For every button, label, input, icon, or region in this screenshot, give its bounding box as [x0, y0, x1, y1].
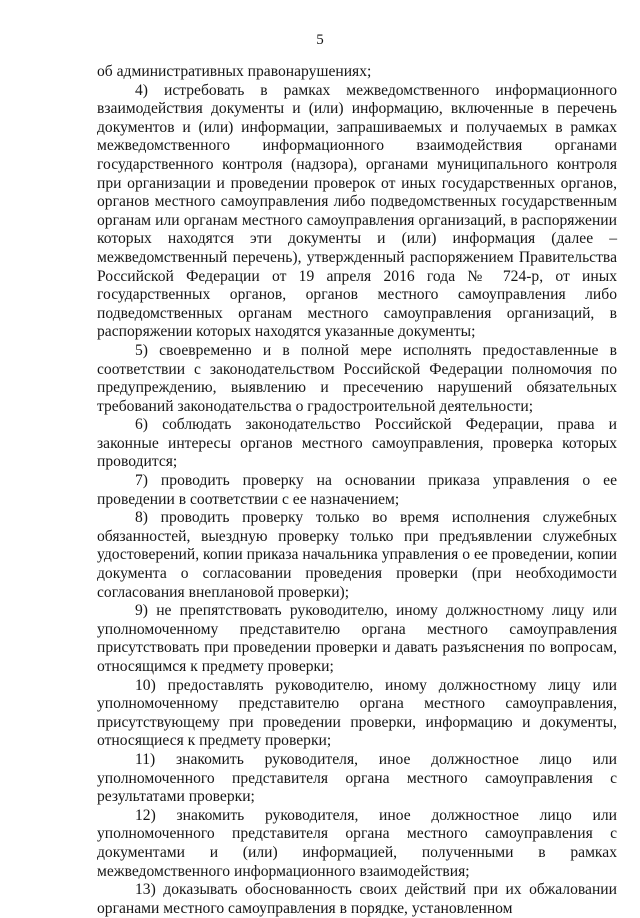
paragraph-item-12: 12) знакомить руководителя, иное должностное лицо или уполномоченного представителя органа местного самоуправления с документами и (или) информацией, полученными в рамках межведомственного информационного взаимодействия; [97, 806, 617, 880]
paragraph-item-5: 5) своевременно и в полной мере исполнять предоставленные в соответствии с законодательством Российской Федерации полномочия по предупреждению, выявлению и пресечению нарушений обязательных требований законодательства о градостроительной деятельности; [97, 341, 617, 415]
paragraph-item-8: 8) проводить проверку только во время исполнения служебных обязанностей, выездную проверку только при предъявлении служебных удостоверений, копии приказа начальника управления о ее проведении, копии документа о согласовании проведения проверки (при необходимости согласования внеплановой проверки); [97, 509, 617, 601]
page-number: 5 [316, 32, 324, 48]
paragraph-item-11: 11) знакомить руководителя, иное должностное лицо или уполномоченного представителя органа местного самоуправления с результатами проверки; [97, 750, 617, 806]
paragraph-item-6: 6) соблюдать законодательство Российской Федерации, права и законные интересы органов местного самоуправления, проверка которых проводится; [97, 416, 617, 471]
paragraph-item-7: 7) проводить проверку на основании приказа управления о ее проведении в соответствии с ее назначением; [97, 472, 617, 508]
paragraph-item-4: 4) истребовать в рамках межведомственного информационного взаимодействия документы и (или) информацию, включенные в перечень документов и (или) информации, запрашиваемых и получаемых в рамках межведомственного информационного взаимодействия органами государственного контроля (надзора), органами муниципального контроля при организации и проведении проверок от иных государственных органов, органов местного самоуправления либо подведомственных государственным органам или органам местного самоуправления организаций, в распоряжении которых находятся эти документы и (или) информация (далее – межведомственный перечень), утвержденный распоряжением Правительства Российской Федерации от 19 апреля 2016 года № 724-р, от иных государственных органов, органов местного самоуправления либо подведомственных органам местного самоуправления организаций, в распоряжении которых находятся указанные документы; [97, 81, 617, 341]
paragraph-continuation: об административных правонарушениях; [97, 63, 372, 80]
paragraph-item-13: 13) доказывать обоснованность своих действий при их обжаловании органами местного самоуправления в порядке, установленном [97, 881, 617, 917]
paragraph-item-10: 10) предоставлять руководителю, иному должностному лицу или уполномоченному представителю органа местного самоуправления, присутствующему при проведении проверки, информацию и документы, относящиеся к предмету проверки; [97, 676, 617, 750]
document-body [97, 63, 617, 918]
paragraph-item-9: 9) не препятствовать руководителю, иному должностному лицу или уполномоченному представителю органа местного самоуправления присутствовать при проведении проверки и давать разъяснения по вопросам, относящимся к предмету проверки; [97, 602, 617, 675]
